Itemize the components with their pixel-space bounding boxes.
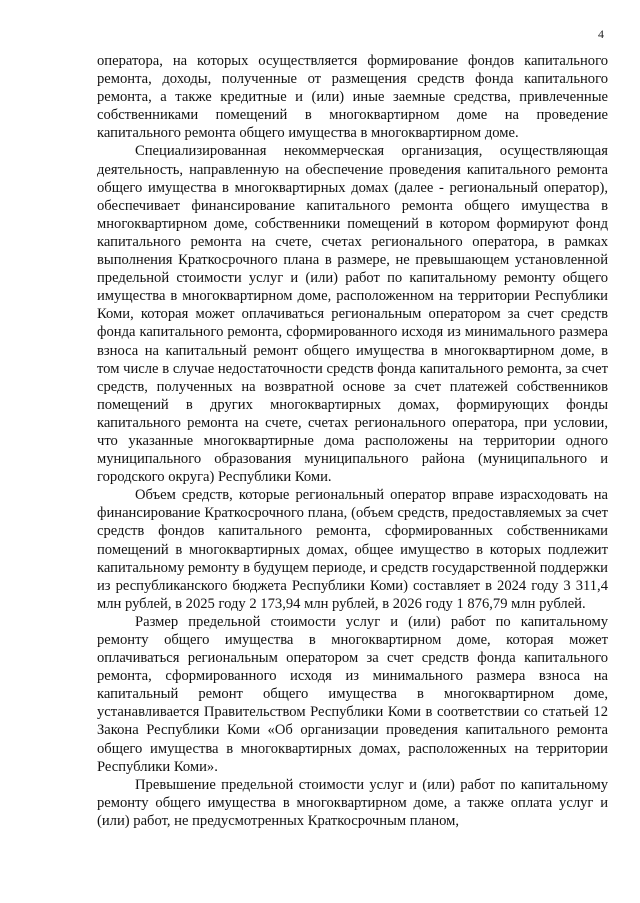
paragraph-funding-volume: Объем средств, которые региональный оператор вправе израсходовать на финансирование Краткосрочного плана, (объем средств, предоставляемых за счет средств фондов капитального ремонта, сформированных собственниками помещений в многоквартирных домах, общее имущество в которых подлежит капитальному ремонту в будущем периоде, и средств государственной поддержки из республиканского бюджета Республики Коми) составляет в 2024 году 3 311,4 млн рублей, в 2025 году 2 173,94 млн рублей, в 2026 году 1 876,79 млн рублей. bbox=[97, 487, 608, 612]
body-text bbox=[97, 52, 608, 830]
paragraph-regional-operator: Специализированная некоммерческая организация, осуществляющая деятельность, направленную на обеспечение проведения капитального ремонта общего имущества в многоквартирных домах (далее - региональный оператор), обеспечивает финансирование капитального ремонта общего имущества в многоквартирном доме, собственники помещений в котором формируют фонд капитального ремонта на счете, счетах регионального оператора, в рамках выполнения Краткосрочного плана в размере, не превышающем установленной предельной стоимости услуг и (или) работ по капитальному ремонту общего имущества в многоквартирном доме, расположенном на территории Республики Коми, которая может оплачиваться региональным оператором за счет средств фонда капитального ремонта, сформированного исходя из минимального размера взноса на капитальный ремонт общего имущества в многоквартирном доме, в том числе в случае недостаточности средств фонда капитального ремонта, за счет средств, полученных на возвратной основе за счет платежей собственников помещений в других многоквартирных домах, формирующих фонды капитального ремонта на счете, счетах регионального оператора, при условии, что указанные многоквартирные дома расположены на территории одного муниципального образования муниципального района (муниципального и городского округа) Республики Коми. bbox=[97, 143, 608, 486]
paragraph-excess-cost: Превышение предельной стоимости услуг и (или) работ по капитальному ремонту общего имущества в многоквартирном доме, а также оплата услуг и (или) работ, не предусмотренных Краткосрочным планом, bbox=[97, 776, 608, 829]
page-number: 4 bbox=[598, 27, 604, 41]
paragraph-cost-limit: Размер предельной стоимости услуг и (или) работ по капитальному ремонту общего имущества в многоквартирном доме, которая может оплачиваться региональным оператором за счет средств фонда капитального ремонта, сформированного исходя из минимального размера взноса на капитальный ремонт общего имущества в многоквартирном доме, устанавливается Правительством Республики Коми в соответствии со статьей 12 Закона Республики Коми «Об организации проведения капитального ремонта общего имущества в многоквартирных домах, расположенных на территории Республики Коми». bbox=[97, 613, 608, 775]
paragraph-continuation: оператора, на которых осуществляется формирование фондов капитального ремонта, доходы, полученные от размещения средств фонда капитального ремонта, а также кредитные и (или) иные заемные средства, привлеченные собственниками помещений в многоквартирном доме на проведение капитального ремонта общего имущества в многоквартирном доме. bbox=[97, 53, 608, 142]
